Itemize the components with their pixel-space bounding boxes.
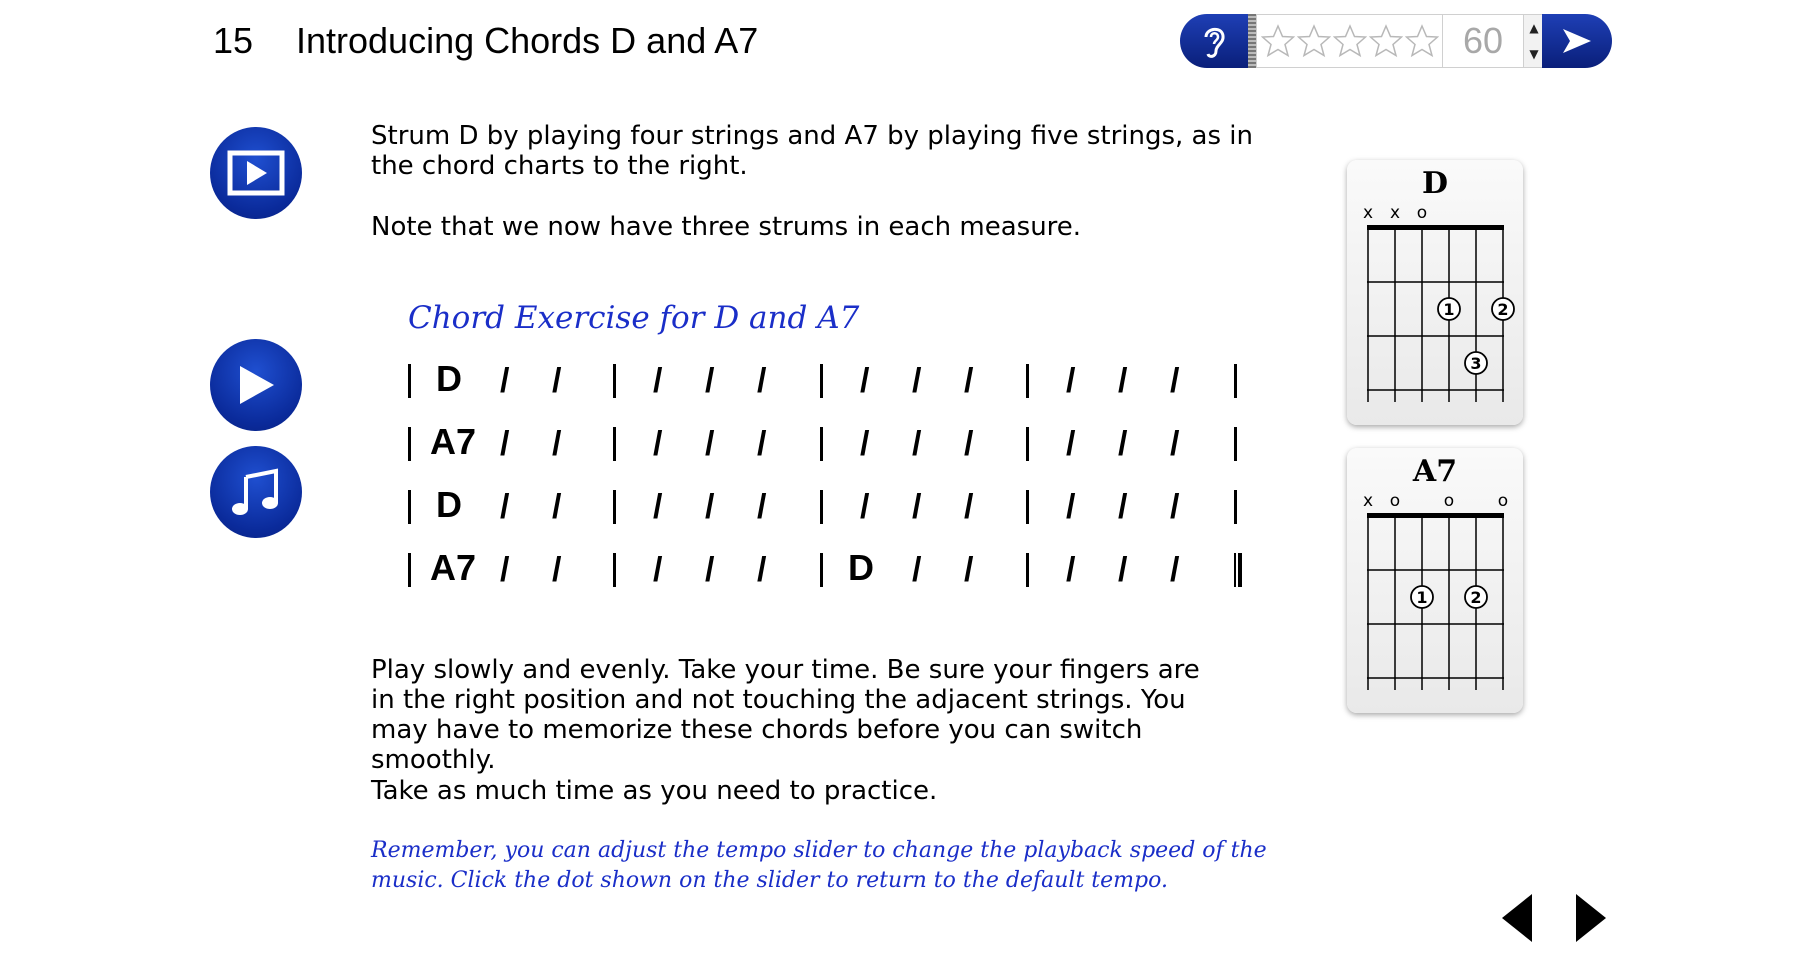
chord-row: [408, 547, 1248, 597]
strum-slash: /: [500, 551, 510, 589]
chord-chart-d: [1347, 160, 1523, 425]
strum-slash: /: [500, 362, 510, 400]
prev-arrow-icon: [1500, 892, 1534, 944]
strum-slash: /: [912, 362, 922, 400]
bar-line: [1026, 490, 1029, 524]
bar-line: [1234, 364, 1237, 398]
video-icon: [227, 150, 285, 196]
strum-slash: /: [705, 551, 715, 589]
nut: [1367, 225, 1504, 230]
ear-icon: [1197, 21, 1231, 61]
strum-slash: /: [653, 362, 663, 400]
star-icon[interactable]: [1261, 24, 1295, 58]
chord-chart-title: D: [1421, 166, 1448, 201]
bar-line: [1234, 490, 1237, 524]
bar-line: [613, 553, 616, 587]
ear-training-button[interactable]: [1180, 14, 1248, 68]
strum-slash: /: [1118, 488, 1128, 526]
star-icon[interactable]: [1333, 24, 1367, 58]
previous-page-button[interactable]: [1500, 892, 1534, 948]
strum-slash: /: [912, 425, 922, 463]
strum-slash: /: [860, 488, 870, 526]
strum-slash: /: [705, 362, 715, 400]
string-marker: o: [1497, 491, 1509, 511]
strum-slash: /: [757, 425, 767, 463]
bar-line: [1026, 427, 1029, 461]
music-note-icon: [230, 467, 282, 517]
chord-chart-title: A7: [1412, 454, 1458, 489]
string-marker: x: [1362, 203, 1374, 223]
strum-slash: /: [1066, 551, 1076, 589]
page-title: Introducing Chords D and A7: [296, 20, 759, 61]
instruction-text: Play slowly and evenly. Take your time. Be sure your fingers are in the right position and not touching the adjacent strings. You may have to memorize these chords before you can switch smoothly.: [371, 655, 1200, 775]
strum-slash: /: [964, 425, 974, 463]
bar-line: [1234, 427, 1237, 461]
strum-slash: /: [653, 551, 663, 589]
nut: [1367, 513, 1504, 518]
strum-slash: /: [1066, 488, 1076, 526]
bar-line: [820, 490, 823, 524]
bar-line: [408, 364, 411, 398]
bar-line: [820, 364, 823, 398]
next-page-button[interactable]: [1574, 892, 1608, 948]
chord-chart-a7: [1347, 448, 1523, 713]
intro-text-2: Note that we now have three strums in each measure.: [371, 212, 1082, 242]
player-toolbar: [1180, 14, 1612, 70]
string-marker: o: [1416, 203, 1428, 223]
strum-slash: /: [500, 425, 510, 463]
bar-line: [1234, 553, 1242, 587]
strum-slash: /: [964, 551, 974, 589]
strum-slash: /: [912, 488, 922, 526]
strum-slash: /: [1170, 362, 1180, 400]
strum-slash: /: [653, 425, 663, 463]
strum-slash: /: [912, 551, 922, 589]
strum-slash: /: [964, 362, 974, 400]
strum-slash: /: [552, 488, 562, 526]
play-arrow-icon: [1561, 27, 1593, 55]
string-marker: o: [1443, 491, 1455, 511]
strum-slash: /: [1170, 551, 1180, 589]
string-marker: x: [1389, 203, 1401, 223]
chord-label: A7: [430, 421, 477, 462]
string-marker: x: [1362, 491, 1374, 511]
bar-line: [820, 553, 823, 587]
fretboard: [1347, 160, 1523, 425]
bar-line: [1026, 553, 1029, 587]
chord-label: D: [436, 358, 462, 399]
strum-slash: /: [1118, 425, 1128, 463]
bar-line: [1026, 364, 1029, 398]
finger-number: 2: [1470, 588, 1482, 607]
finger-number: 1: [1416, 588, 1428, 607]
chord-row: [408, 484, 1248, 534]
practice-text: Take as much time as you need to practice.: [371, 776, 938, 806]
tempo-up-button[interactable]: ▲: [1529, 21, 1539, 35]
bar-line: [613, 427, 616, 461]
strum-slash: /: [705, 488, 715, 526]
chord-label: A7: [430, 547, 477, 588]
strum-slash: /: [860, 425, 870, 463]
intro-text-1: Strum D by playing four strings and A7 by playing five strings, as in the chord charts to the right.: [371, 121, 1253, 181]
bar-line: [613, 490, 616, 524]
play-toolbar-button[interactable]: [1542, 14, 1612, 68]
video-button[interactable]: [210, 127, 302, 219]
strum-slash: /: [552, 362, 562, 400]
finger-number: 3: [1470, 354, 1482, 373]
strum-slash: /: [964, 488, 974, 526]
strum-slash: /: [757, 551, 767, 589]
tempo-value[interactable]: 60: [1442, 14, 1524, 68]
finger-number: 2: [1497, 300, 1509, 319]
strum-slash: /: [653, 488, 663, 526]
bar-line: [408, 427, 411, 461]
strum-slash: /: [1170, 488, 1180, 526]
strum-slash: /: [1170, 425, 1180, 463]
strum-slash: /: [757, 362, 767, 400]
bar-line: [408, 553, 411, 587]
string-marker: o: [1389, 491, 1401, 511]
bar-line: [408, 490, 411, 524]
tempo-reminder: Remember, you can adjust the tempo slider to change the playback speed of the music. Click the dot shown on the slider to return to the default tempo.: [371, 838, 1267, 893]
strum-slash: /: [500, 488, 510, 526]
fretboard: [1347, 448, 1523, 713]
chord-label: D: [436, 484, 462, 525]
toolbar-grip[interactable]: [1248, 14, 1256, 68]
tempo-down-button[interactable]: ▼: [1529, 47, 1539, 61]
music-button[interactable]: [210, 446, 302, 538]
play-button[interactable]: [210, 339, 302, 431]
strum-slash: /: [552, 425, 562, 463]
star-icon[interactable]: [1297, 24, 1331, 58]
strum-slash: /: [757, 488, 767, 526]
chord-row: [408, 421, 1248, 471]
strum-slash: /: [705, 425, 715, 463]
chord-row: [408, 358, 1248, 408]
bar-line: [820, 427, 823, 461]
strum-slash: /: [860, 362, 870, 400]
rating-stars[interactable]: [1256, 14, 1443, 68]
strum-slash: /: [1066, 362, 1076, 400]
chord-label: D: [848, 547, 874, 588]
play-icon: [234, 363, 278, 407]
strum-slash: /: [1066, 425, 1076, 463]
lesson-number: 15: [213, 20, 254, 61]
exercise-title: Chord Exercise for D and A7: [408, 300, 860, 336]
strum-slash: /: [552, 551, 562, 589]
bar-line: [613, 364, 616, 398]
finger-number: 1: [1443, 300, 1455, 319]
star-icon[interactable]: [1369, 24, 1403, 58]
star-icon[interactable]: [1405, 24, 1439, 58]
strum-slash: /: [1118, 551, 1128, 589]
strum-slash: /: [1118, 362, 1128, 400]
next-arrow-icon: [1574, 892, 1608, 944]
